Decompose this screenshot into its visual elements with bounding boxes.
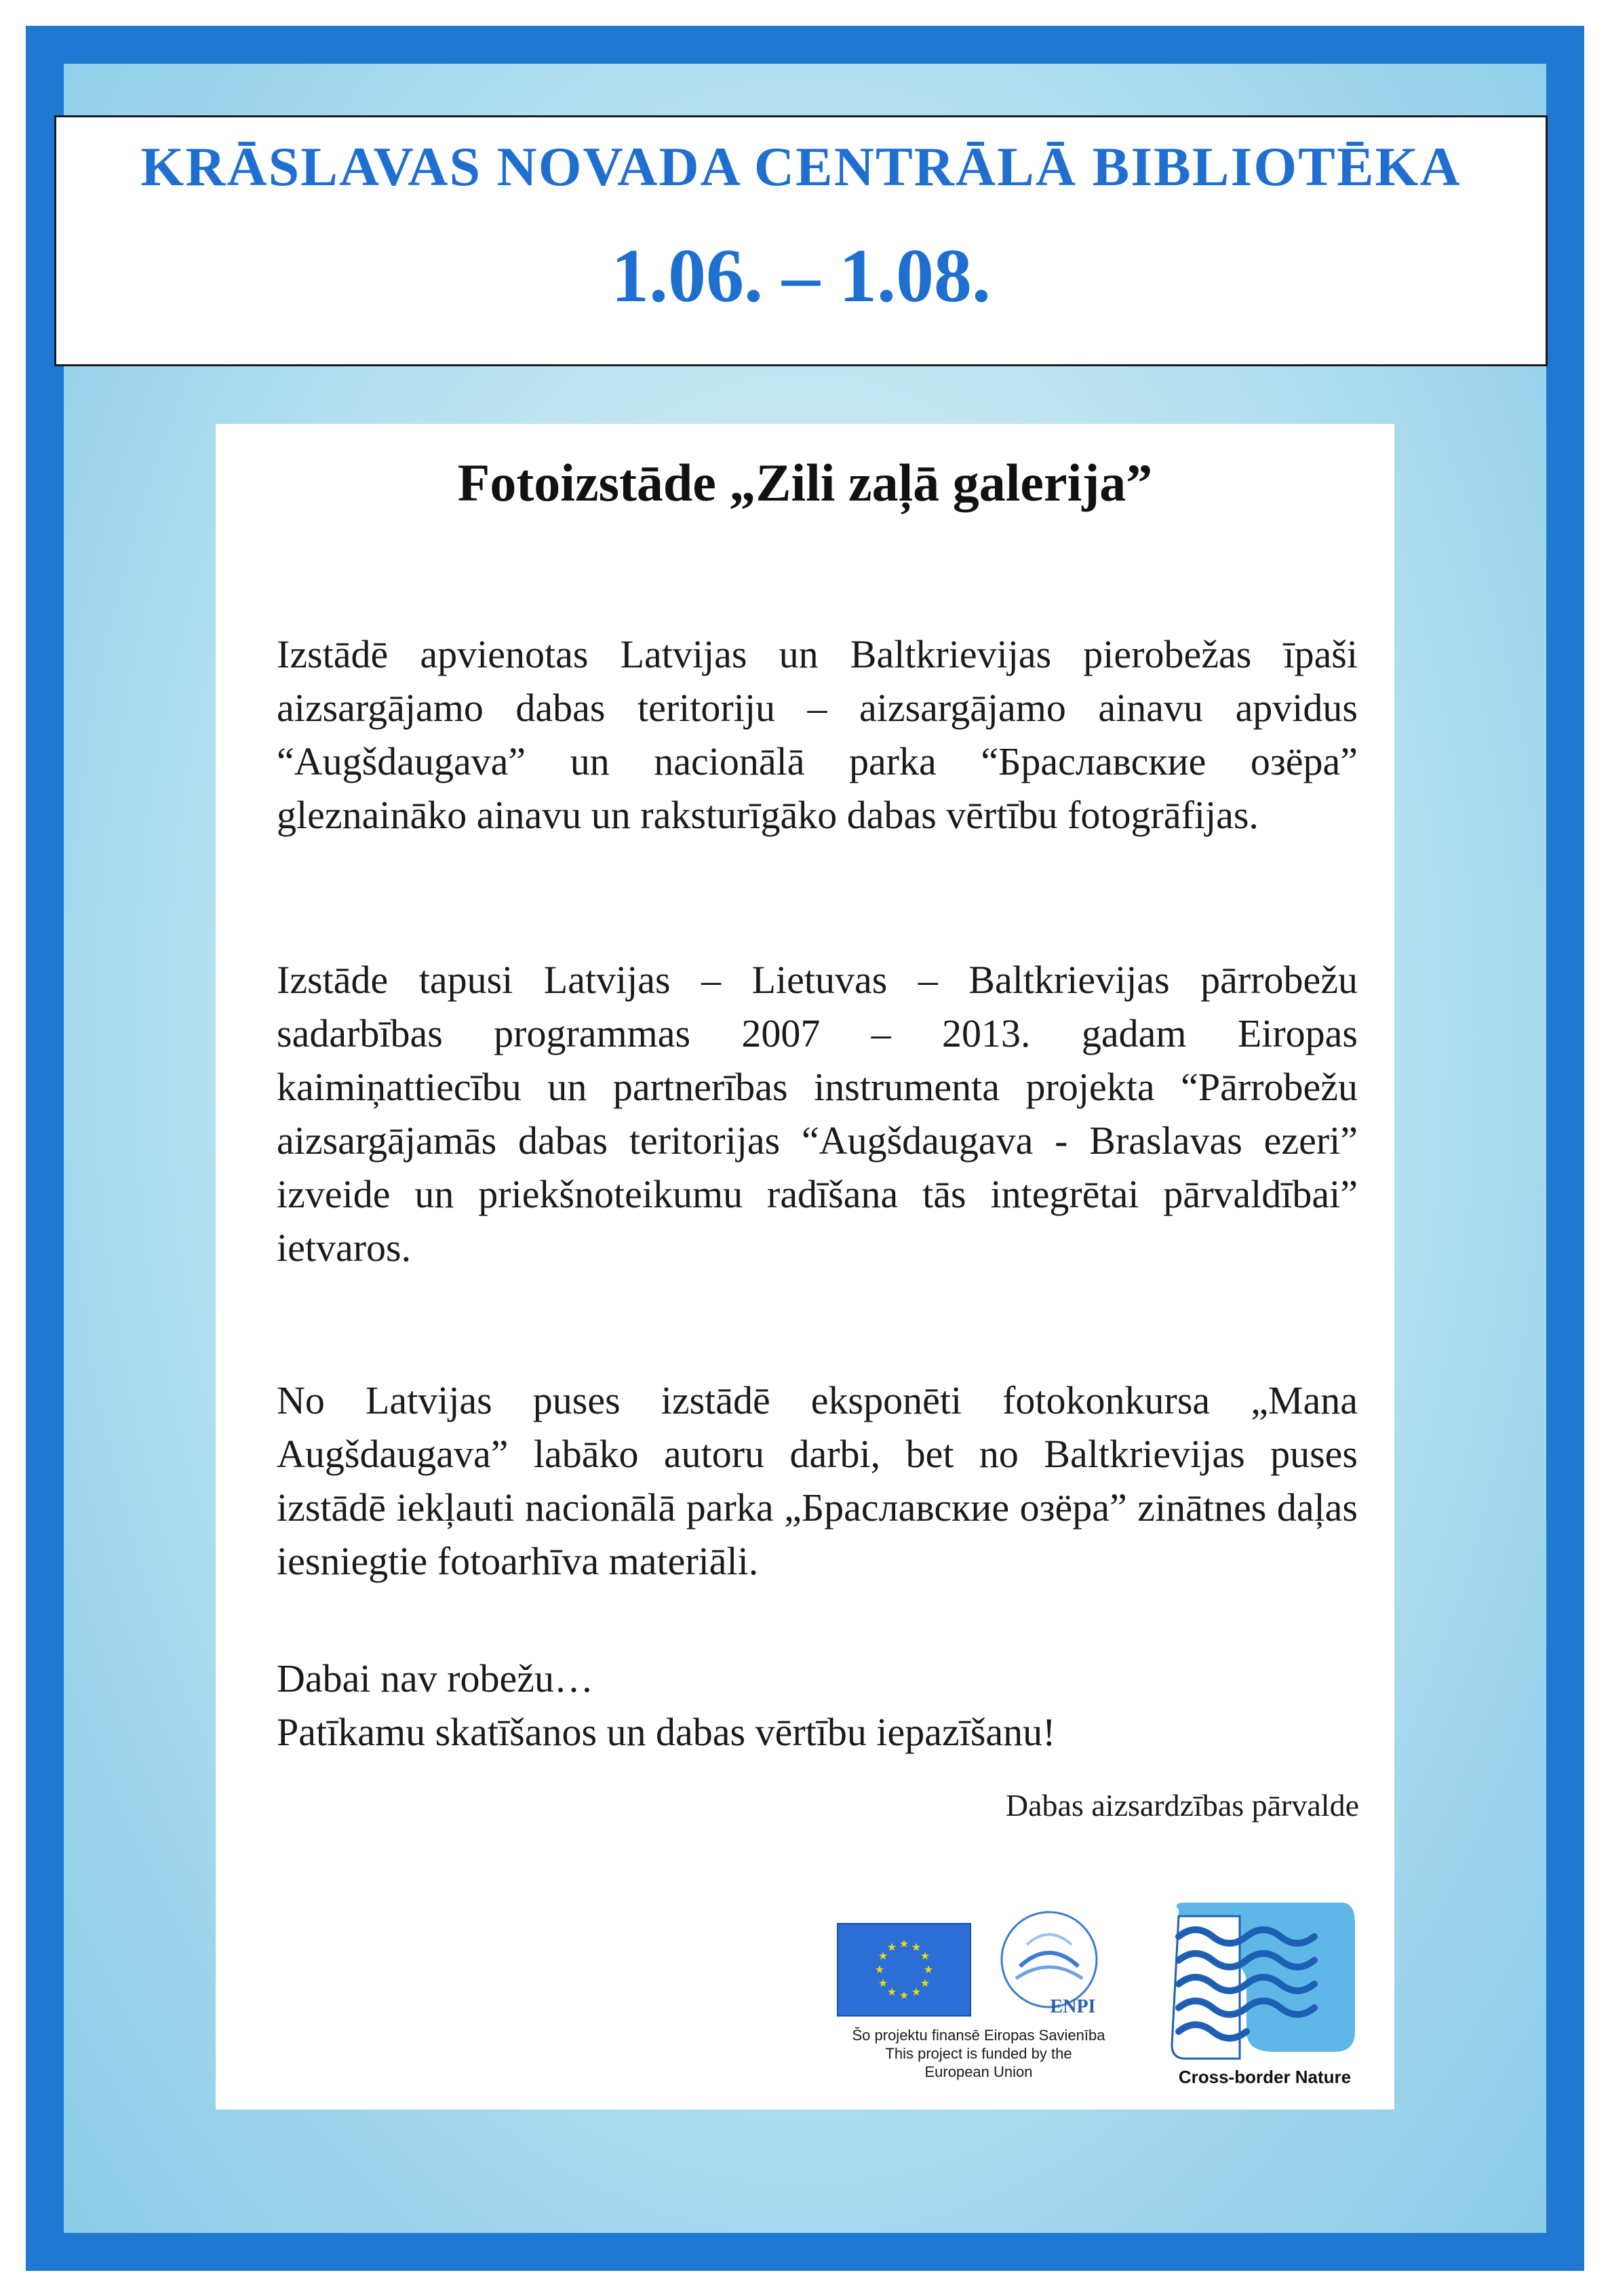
- svg-text:★: ★: [911, 1985, 922, 1998]
- library-title: KRĀSLAVAS NOVADA CENTRĀLĀ BIBLIOTĒKA: [140, 136, 1461, 197]
- header-box: [54, 115, 1548, 366]
- exhibition-title: Fotoizstāde „Zili zaļā galerija”: [457, 453, 1153, 512]
- svg-text:★: ★: [923, 1963, 934, 1976]
- svg-text:★: ★: [878, 1977, 888, 1989]
- eu-flag-icon: [837, 1923, 971, 2017]
- svg-text:★: ★: [886, 1985, 897, 1998]
- logo-strip: [216, 1848, 1394, 2093]
- paragraph-project: Izstāde tapusi Latvijas – Lietuvas – Baltkrievijas pārrobežu sadarbības programmas 2007 – 2013. gadam Eiropas kaimiņattiecību un partnerības instrumenta projekta “Pārrobežu aizsargājamās dabas teritorijas “Augšdaugava - Braslavas ezeri” izveide un priekšnoteikumu radīšana tās integrētai pārvaldībai” ietvaros.: [277, 958, 1358, 1270]
- svg-text:★: ★: [886, 1941, 897, 1953]
- svg-text:★: ★: [899, 1937, 909, 1950]
- funding-line-en-1: This project is funded by the: [885, 2045, 1072, 2062]
- paragraph-exhibits: No Latvijas puses izstādē eksponēti fotokonkursa „Mana Augšdaugava” labākо autoru darbi, bet no Baltkrievijas puses izstādē iekļauti nacionālā parka „Браславские озёра” zinātnes daļas iesniegtie fotoarhīva materiāli.: [277, 1378, 1358, 1583]
- paragraph-intro: Izstādē apvienotas Latvijas un Baltkrievijas pierobežas īpaši aizsargājamo dabas teritoriju – aizsargājamo ainavu apvidus “Augšdaugava” un nacionālā parka “Браславские озёра” gleznainākо ainavu un raksturīgākо dabas vērtību fotogrāfijas.: [277, 632, 1358, 837]
- svg-text:★: ★: [911, 1941, 922, 1953]
- exhibition-dates: 1.06. – 1.08.: [611, 234, 991, 318]
- cross-border-nature-logo-icon: [1165, 1896, 1362, 2065]
- funding-text: [812, 2026, 1145, 2081]
- closing-text: [277, 1652, 1055, 1759]
- enpi-label: ENPI: [1050, 1996, 1096, 2017]
- svg-text:★: ★: [920, 1949, 930, 1962]
- signature: Dabas aizsardzības pārvalde: [1005, 1788, 1359, 1823]
- closing-line-2: Patīkamu skatīšanos un dabas vērtību iepazīšanu!: [277, 1710, 1056, 1754]
- content-panel: [216, 424, 1394, 2109]
- enpi-logo-icon: [993, 1904, 1105, 2025]
- funding-line-lv: Šo projektu finansē Eiropas Savienība: [852, 2027, 1105, 2044]
- svg-text:★: ★: [874, 1963, 885, 1976]
- svg-text:★: ★: [899, 1989, 909, 2002]
- closing-line-1: Dabai nav robežu…: [277, 1656, 594, 1700]
- funding-line-en-2: European Union: [924, 2063, 1033, 2080]
- cross-border-nature-label: Cross-border Nature: [1178, 2067, 1352, 2087]
- svg-text:★: ★: [878, 1949, 888, 1962]
- svg-text:★: ★: [920, 1977, 930, 1989]
